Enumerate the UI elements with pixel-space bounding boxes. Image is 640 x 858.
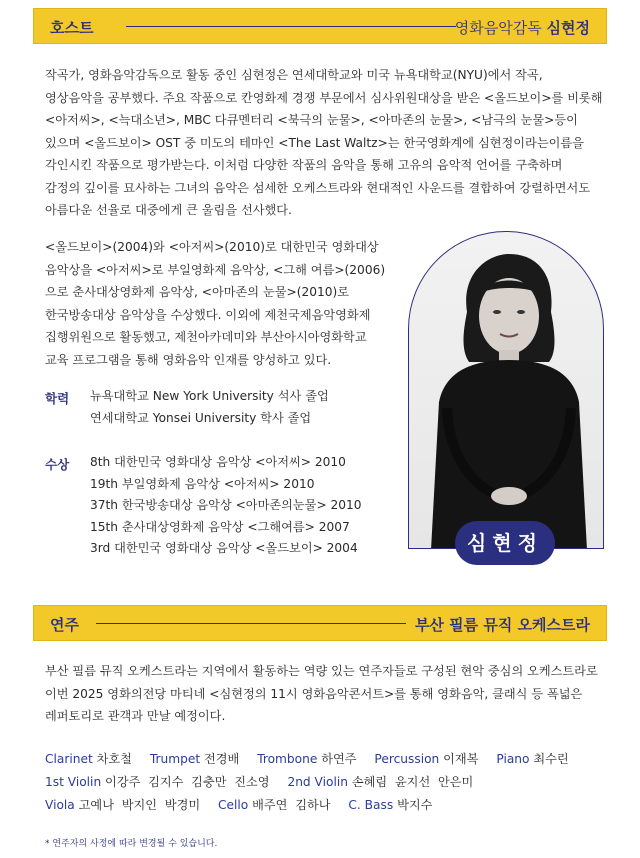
bio-line: 각인시킨 작품으로 평가받는다. 이처럼 다양한 작품의 음악을 통해 고유의 음악적 언어를 구축하며 bbox=[45, 158, 563, 172]
player-names: 배주연 김하나 bbox=[252, 798, 331, 812]
awards-summary-line: 집행위원으로 활동했고, 제천아카데미와 부산아시아영화학교 bbox=[45, 330, 367, 344]
host-banner-divider bbox=[126, 26, 456, 27]
award-item: 19th 부일영화제 음악상 <아저씨> 2010 bbox=[90, 476, 315, 491]
host-awards-summary bbox=[45, 236, 395, 371]
player-names: 최수린 bbox=[533, 752, 569, 766]
intro-line: 레퍼토리로 관객과 만날 예정이다. bbox=[45, 709, 226, 723]
instrument-label: Clarinet bbox=[45, 752, 93, 766]
host-name: 심현정 bbox=[546, 19, 590, 37]
award-item: 3rd 대한민국 영화대상 음악상 <올드보이> 2004 bbox=[90, 541, 358, 555]
instrument-label: 2nd Violin bbox=[287, 775, 348, 789]
host-banner-label: 호스트 bbox=[50, 19, 94, 37]
host-name-badge: 심현정 bbox=[455, 521, 555, 565]
footnote: * 연주자의 사정에 따라 변경될 수 있습니다. bbox=[45, 839, 218, 849]
awards-summary-line: 으로 춘사대상영화제 음악상, <아마존의 눈물>(2010)로 bbox=[45, 285, 350, 299]
performance-banner-label: 연주 bbox=[50, 616, 79, 634]
portrait-illustration bbox=[409, 232, 604, 549]
player-group bbox=[374, 752, 478, 766]
player-row bbox=[45, 796, 446, 813]
player-row bbox=[45, 750, 583, 767]
education-list bbox=[90, 386, 329, 429]
player-names: 박지수 bbox=[397, 798, 433, 812]
bio-line: 작곡가, 영화음악감독으로 활동 중인 심현정은 연세대학교와 미국 뉴욕대학교(NYU)에서 작곡, bbox=[45, 68, 543, 82]
player-names: 손혜림 윤지선 안은미 bbox=[351, 775, 474, 789]
player-group bbox=[287, 775, 473, 789]
player-group bbox=[496, 752, 568, 766]
instrument-label: Piano bbox=[496, 752, 530, 766]
performance-banner-title bbox=[415, 614, 590, 635]
host-banner-title bbox=[455, 17, 590, 38]
player-group bbox=[348, 798, 432, 812]
bio-line: <아저씨>, <늑대소년>, MBC 다큐멘터리 <북극의 눈물>, <아마존의 눈물>, <남극의 눈물>등이 bbox=[45, 113, 578, 127]
awards-summary-line: <올드보이>(2004)와 <아저씨>(2010)로 대한민국 영화대상 bbox=[45, 240, 379, 254]
player-names: 이재복 bbox=[443, 752, 479, 766]
education-label: 학력 bbox=[45, 391, 70, 406]
host-role: 영화음악감독 bbox=[454, 19, 542, 37]
orchestra-name: 부산 필름 뮤직 오케스트라 bbox=[414, 616, 590, 634]
bio-line: 영상음악을 공부했다. 주요 작품으로 칸영화제 경쟁 부문에서 심사위원대상을 받은 <올드보이>를 비롯해 bbox=[45, 90, 603, 105]
player-group bbox=[257, 752, 356, 766]
player-names: 차호철 bbox=[96, 752, 132, 766]
player-group bbox=[150, 752, 239, 766]
instrument-label: Percussion bbox=[374, 752, 440, 766]
intro-line: 부산 필름 뮤직 오케스트라는 지역에서 활동하는 역량 있는 연주자들로 구성된 현악 중심의 오케스트라로 bbox=[45, 664, 598, 678]
player-names: 하연주 bbox=[321, 752, 357, 766]
instrument-label: 1st Violin bbox=[45, 775, 102, 789]
player-group bbox=[45, 775, 270, 789]
host-portrait bbox=[408, 231, 604, 549]
player-group bbox=[45, 752, 132, 766]
instrument-label: C. Bass bbox=[348, 798, 394, 812]
player-row bbox=[45, 773, 487, 790]
education-item: 뉴욕대학교 New York University 석사 졸업 bbox=[90, 389, 329, 403]
instrument-label: Viola bbox=[45, 798, 75, 812]
awards-summary-line: 음악상을 <아저씨>로 부일영화제 음악상, <그해 여름>(2006) bbox=[45, 262, 386, 277]
bio-line: 있으며 <올드보이> OST 중 미도의 테마인 <The Last Waltz>는 한국영화계에 심현정이라는이름을 bbox=[45, 135, 584, 150]
host-banner bbox=[33, 8, 607, 44]
intro-line: 이번 2025 영화의전당 마티네 <심현정의 11시 영화음악콘서트>를 통해 영화음악, 클래식 등 폭넓은 bbox=[45, 686, 583, 701]
education-item: 연세대학교 Yonsei University 학사 졸업 bbox=[90, 410, 312, 425]
bio-line: 아름다운 선율로 대중에게 큰 울림을 선사했다. bbox=[45, 203, 292, 217]
awards-list bbox=[90, 452, 362, 560]
instrument-label: Trombone bbox=[257, 752, 318, 766]
player-names: 전경배 bbox=[204, 752, 240, 766]
award-item: 15th 춘사대상영화제 음악상 <그해여름> 2007 bbox=[90, 519, 350, 534]
instrument-label: Trumpet bbox=[149, 752, 201, 766]
awards-summary-line: 교육 프로그램을 통해 영화음악 인재를 양성하고 있다. bbox=[45, 352, 332, 367]
awards-summary-line: 한국방송대상 음악상을 수상했다. 이외에 제천국제음악영화제 bbox=[45, 307, 371, 322]
instrument-label: Cello bbox=[218, 798, 249, 812]
host-bio bbox=[45, 64, 605, 222]
bio-line: 감정의 깊이를 묘사하는 그녀의 음악은 섬세한 오케스트라와 현대적인 사운드를 결합하여 강렬하면서도 bbox=[45, 180, 590, 195]
player-names: 고예나 박지인 박경미 bbox=[78, 798, 201, 812]
player-names: 이강주 김지수 김충만 진소영 bbox=[105, 775, 270, 789]
player-group bbox=[45, 798, 200, 812]
performance-banner bbox=[33, 605, 607, 641]
player-group bbox=[218, 798, 331, 812]
performance-banner-divider bbox=[96, 623, 406, 624]
award-item: 37th 한국방송대상 음악상 <아마존의눈물> 2010 bbox=[90, 498, 362, 512]
award-item: 8th 대한민국 영화대상 음악상 <아저씨> 2010 bbox=[90, 455, 346, 469]
orchestra-intro bbox=[45, 660, 605, 728]
awards-label: 수상 bbox=[45, 457, 70, 472]
